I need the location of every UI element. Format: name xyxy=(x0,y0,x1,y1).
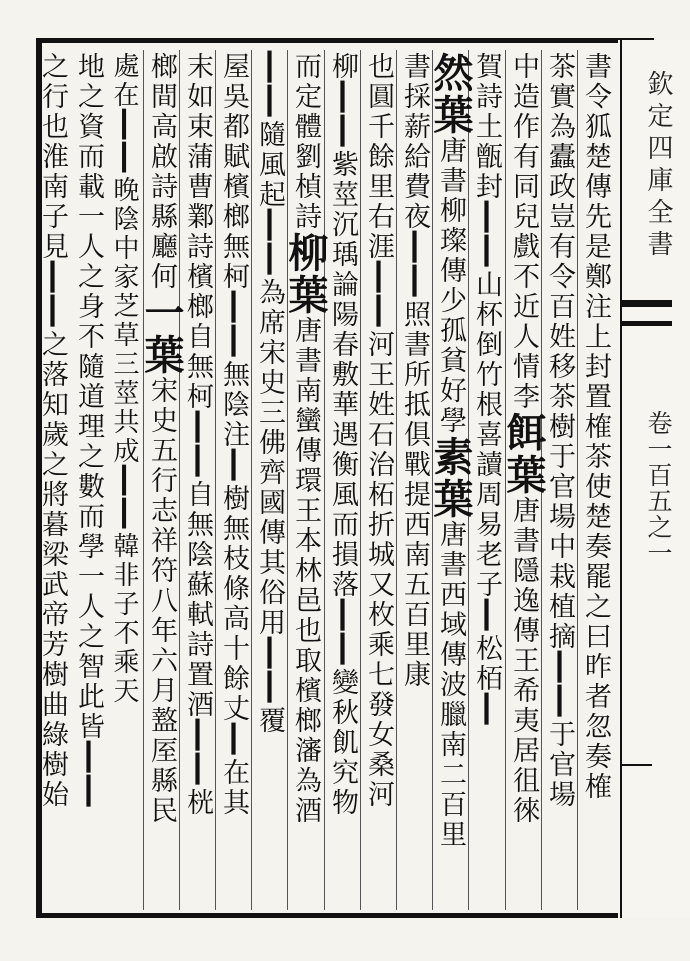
book-title: 欽定四庫全書 xyxy=(643,70,673,262)
text-column: 末如束蒲曹鄴詩檳榔自無柯┃┃自無陰蘇軾詩置酒┃┃桄 xyxy=(182,52,213,818)
headword-citation: ┃┃為席宋史三佛齊國傳其俗用┃┃覆 xyxy=(254,210,285,736)
text-column xyxy=(109,52,143,907)
text-column xyxy=(427,52,474,907)
headword-citation: 唐書柳璨傳少孤貧好學 xyxy=(435,136,466,436)
text-column xyxy=(399,52,433,907)
column-rule xyxy=(143,50,144,910)
text-column: 也圓千餘里右涯┃┃河王姓石治柘折城又枚乘七發女桑河 xyxy=(363,52,394,810)
text-column xyxy=(282,52,329,907)
column-rule xyxy=(505,50,506,910)
column-text: 而定體劉楨詩 xyxy=(290,52,321,232)
margin-divider xyxy=(620,40,622,918)
text-column-extra: 之行也淮南子見┃┃之落知歲之將暮梁武帝芳樹曲綠樹始 xyxy=(37,52,68,810)
text-column: 茶實為蠹政豈有令百姓移茶樹于官場中栽植摘┃┃于官場 xyxy=(544,52,575,810)
text-column xyxy=(500,52,547,907)
text-column: 書令狐楚傳先是鄭注上封置榷茶使楚奏罷之曰昨者忽奏榷 xyxy=(580,52,611,802)
headword: 餌葉 xyxy=(500,412,547,496)
text-column: 屋吳都賦檳榔無柯┃┃無陰注┃樹無枝條高十餘丈┃在其 xyxy=(218,52,249,818)
text-column xyxy=(471,52,505,907)
headword-citation: 宋史五行志祥符八年六月盩厔縣民 xyxy=(146,376,177,826)
column-text: ┃┃隨風起 xyxy=(254,52,285,210)
volume-label: 卷一百五之一 xyxy=(644,410,673,566)
column-text: 賀詩土甑封┃┃山杯倒竹根 xyxy=(471,52,502,420)
column-text: 中造作有同兒戲不近人情李 xyxy=(508,52,539,412)
column-text: 榔間高啟詩縣廳何 xyxy=(146,52,177,292)
fish-tail-mark-lower xyxy=(622,764,652,766)
column-rule xyxy=(324,50,325,910)
headword-citation: 唐書西域傳波臘南二百里 xyxy=(435,520,466,850)
headword-citation: 喜讀周易老子┃松栢┃ xyxy=(471,420,502,728)
headword-citation: 唐書南蠻傳環王本林邑也取檳榔瀋為酒 xyxy=(290,316,321,826)
headword-citation: 所抵俱戰提西南五百里康 xyxy=(399,360,430,690)
headword: 柳葉 xyxy=(282,232,329,316)
headword-citation: 唐書隱逸傳王希夷居徂徠 xyxy=(508,496,539,826)
text-column: 柳┃┃紫莖沉瑀論陽春敷華遇衡風而損落┃┃變秋飢究物 xyxy=(327,52,358,818)
text-column xyxy=(254,52,288,907)
text-column-extra: 地之資而載一人之身不隨道理之數而學一人之智此皆┃┃ xyxy=(73,52,104,810)
column-text: 書採薪給費夜┃┃照書 xyxy=(399,52,430,360)
headword-citation: 家芝草三莖共成┃┃韓非子不乘天 xyxy=(109,263,139,706)
fish-tail-mark xyxy=(622,300,672,326)
headword: 一葉 xyxy=(138,292,185,376)
headword: 然葉 xyxy=(427,52,474,136)
text-column xyxy=(138,52,185,907)
headword: 素葉 xyxy=(427,436,474,520)
column-text: 處在┃┃晚陰中 xyxy=(109,52,139,263)
